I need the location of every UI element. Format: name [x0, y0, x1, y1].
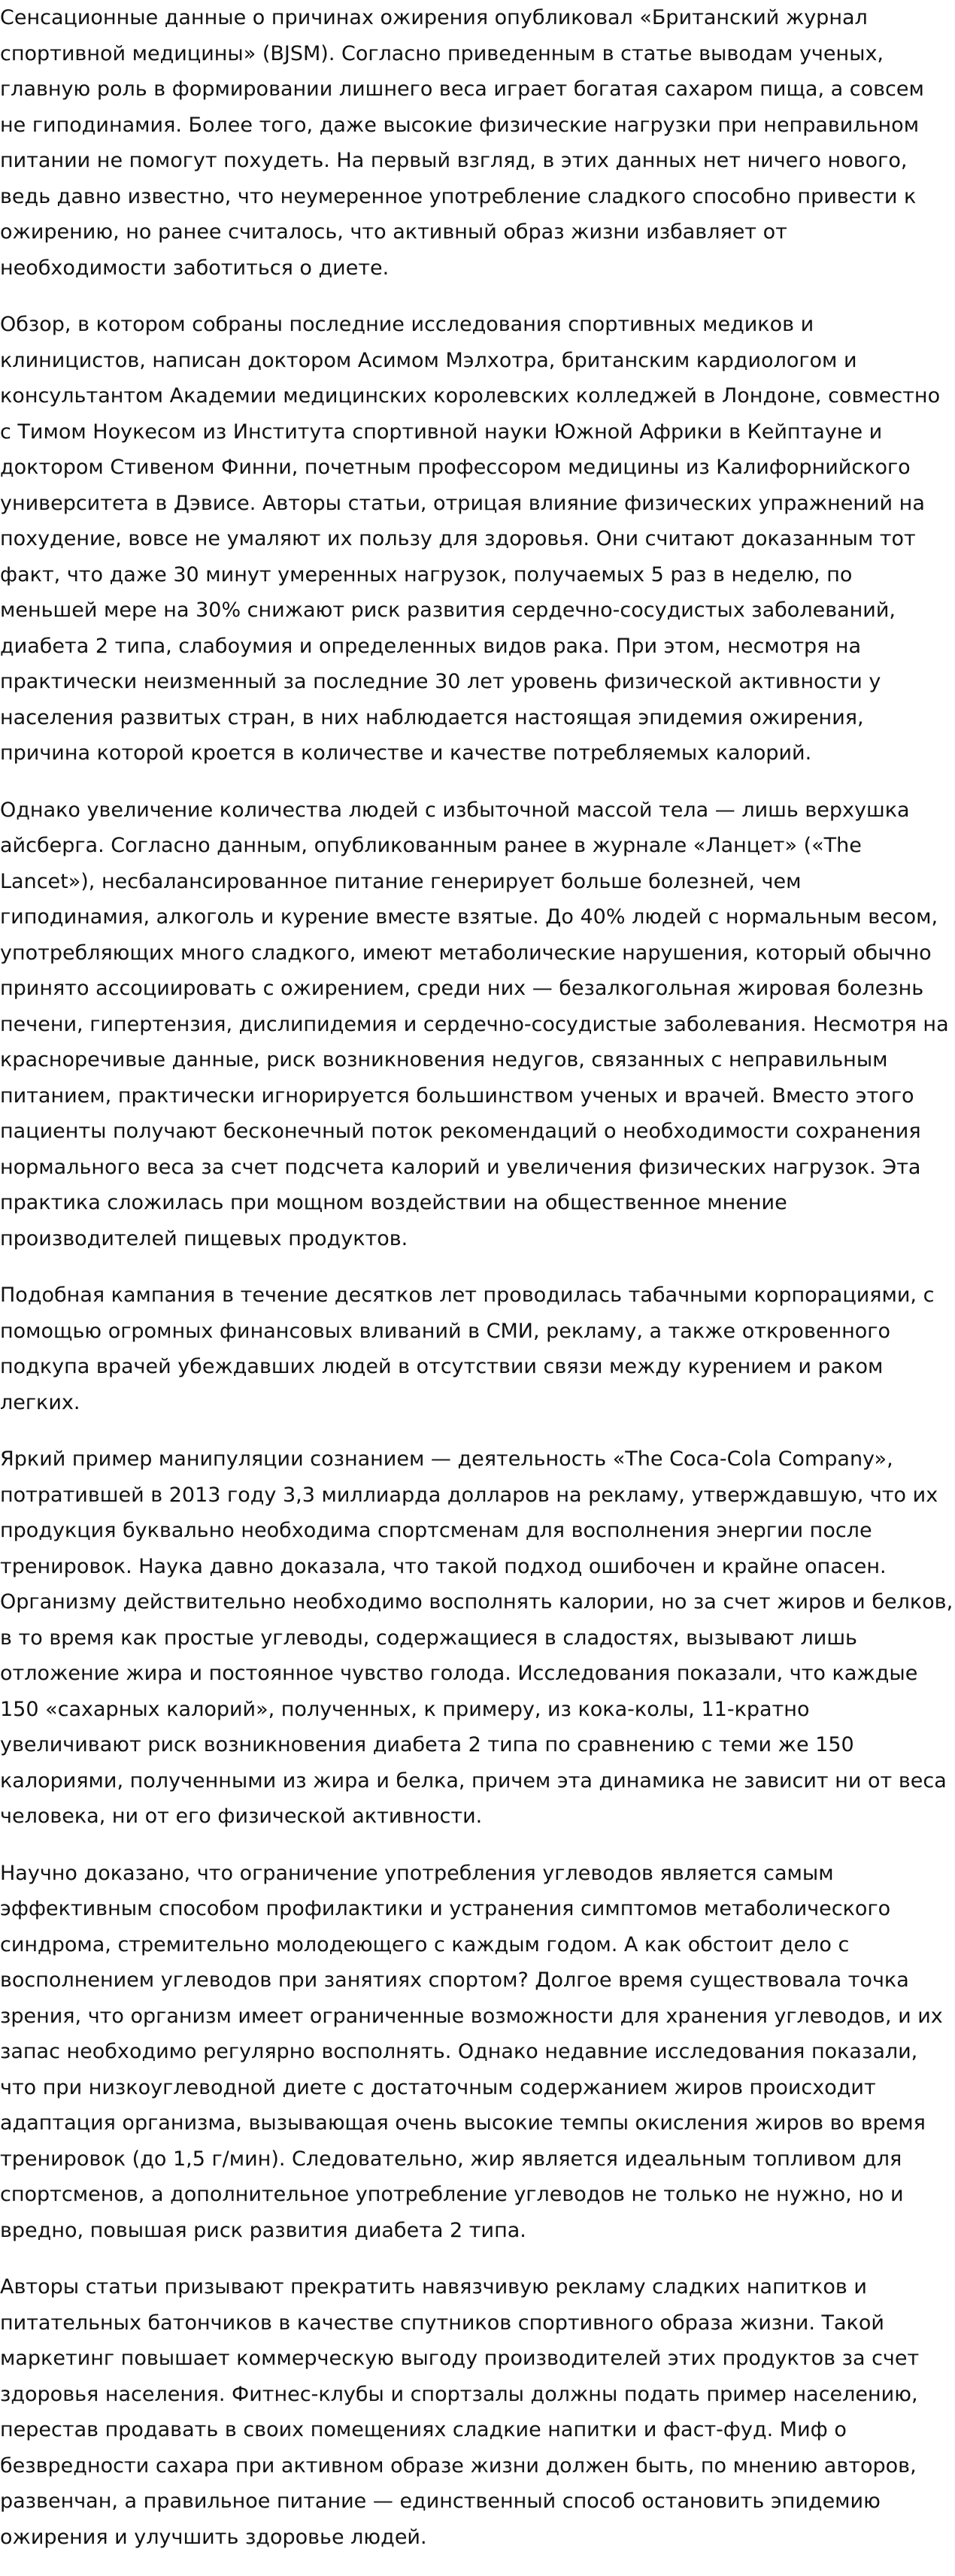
article-paragraph: Подобная кампания в течение десятков лет проводилась табачными корпорациями, с помощью огромных финансовых вливаний в СМИ, рекламу, а также откровенного подкупа врачей убеждавших людей в отсутствии связи между курением и раком легких. — [0, 1283, 935, 1414]
article-paragraph: Авторы статьи призывают прекратить навязчивую рекламу сладких напитков и питательных батончиков в качестве спутников спортивного образа жизни. Такой маркетинг повышает коммерческую выгоду производителей этих продуктов за счет здоровья населения. Фитнес-клубы и спортзалы должны подать пример населению, перестав продавать в своих помещениях сладкие напитки и фаст-фуд. Миф о безвредности сахара при активном образе жизни должен быть, по мнению авторов, развенчан, а правильное питание — единственный способ остановить эпидемию ожирения и улучшить здоровье людей. — [0, 2275, 920, 2549]
article-paragraph: Яркий пример манипуляции сознанием — деятельность «The Coca-Cola Company», потратившей в 2013 году 3,3 миллиарда долларов на рекламу, утверждавшую, что их продукция буквально необходима спортсменам для восполнения энергии после тренировок. Наука давно доказала, что такой подход ошибочен и крайне опасен. Организму действительно необходимо восполнять калории, но за счет жиров и белков, в то время как простые углеводы, содержащиеся в сладостях, вызывают лишь отложение жира и постоянное чувство голода. Исследования показали, что каждые 150 «сахарных калорий», полученных, к примеру, из кока-колы, 11-кратно увеличивают риск возникновения диабета 2 типа по сравнению с теми же 150 калориями, полученными из жира и белка, причем эта динамика не зависит ни от веса человека, ни от его физической активности. — [0, 1447, 953, 1828]
article-paragraph: Научно доказано, что ограничение употребления углеводов является самым эффективным способом профилактики и устранения симптомов метаболического синдрома, стремительно молодеющего с каждым годом. А как обстоит дело с восполнением углеводов при занятиях спортом? Долгое время существовала точка зрения, что организм имеет ограниченные возможности для хранения углеводов, и их запас необходимо регулярно восполнять. Однако недавние исследования показали, что при низкоуглеводной диете с достаточным содержанием жиров происходит адаптация организма, вызывающая очень высокие темпы окисления жиров во время тренировок (до 1,5 г/мин). Следовательно, жир является идеальным топливом для спортсменов, а дополнительное употребление углеводов не только не нужно, но и вредно, повышая риск развития диабета 2 типа. — [0, 1861, 943, 2242]
article-paragraph: Однако увеличение количества людей с избыточной массой тела — лишь верхушка айсберга. Согласно данным, опубликованным ранее в журнале «Ланцет» («The Lancet»), несбалансированное питание генерирует больше болезней, чем гиподинамия, алкоголь и курение вместе взятые. До 40% людей с нормальным весом, употребляющих много сладкого, имеют метаболические нарушения, который обычно принято ассоциировать с ожирением, среди них — безалкогольная жировая болезнь печени, гипертензия, дислипидемия и сердечно-сосудистые заболевания. Несмотря на красноречивые данные, риск возникновения недугов, связанных с неправильным питанием, практически игнорируется большинством ученых и врачей. Вместо этого пациенты получают бесконечный поток рекомендаций о необходимости сохранения нормального веса за счет подсчета калорий и увеличения физических нагрузок. Эта практика сложилась при мощном воздействии на общественное мнение производителей пищевых продуктов. — [0, 798, 949, 1250]
article-paragraph: Обзор, в котором собраны последние исследования спортивных медиков и клиницистов, написан доктором Асимом Мэлхотра, британским кардиологом и консультантом Академии медицинских королевских колледжей в Лондоне, совместно с Тимом Ноукесом из Института спортивной науки Южной Африки в Кейптауне и доктором Стивеном Финни, почетным профессором медицины из Калифорнийского университета в Дэвисе. Авторы статьи, отрицая влияние физических упражнений на похудение, вовсе не умаляют их пользу для здоровья. Они считают доказанным тот факт, что даже 30 минут умеренных нагрузок, получаемых 5 раз в неделю, по меньшей мере на 30% снижают риск развития сердечно-сосудистых заболеваний, диабета 2 типа, слабоумия и определенных видов рака. При этом, несмотря на практически неизменный за последние 30 лет уровень физической активности у населения развитых стран, в них наблюдается настоящая эпидемия ожирения, причина которой кроется в количестве и качестве потребляемых калорий. — [0, 313, 941, 765]
article-paragraph: Сенсационные данные о причинах ожирения опубликовал «Британский журнал спортивной медицины» (BJSM). Согласно приведенным в статье выводам ученых, главную роль в формировании лишнего веса играет богатая сахаром пища, а совсем не гиподинамия. Более того, даже высокие физические нагрузки при неправильном питании не помогут похудеть. На первый взгляд, в этих данных нет ничего нового, ведь давно известно, что неумеренное употребление сладкого способно привести к ожирению, но ранее считалось, что активный образ жизни избавляет от необходимости заботиться о диете. — [0, 6, 924, 280]
